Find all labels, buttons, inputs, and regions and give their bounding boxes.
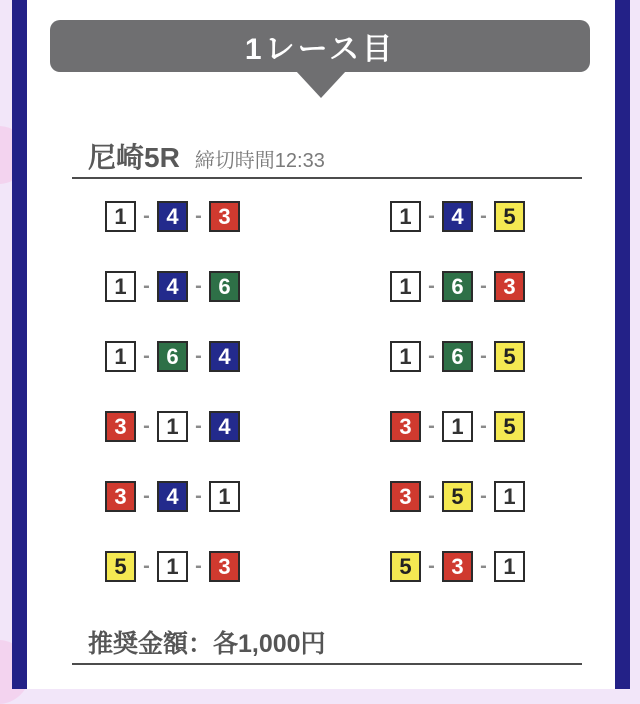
boat-number-box: 6 <box>442 271 473 302</box>
dash-separator: - <box>195 205 202 227</box>
combo-row <box>105 201 240 232</box>
dash-separator: - <box>195 275 202 297</box>
dash-separator: - <box>428 275 435 297</box>
combo-row <box>390 481 525 512</box>
combo-row <box>105 341 240 372</box>
boat-number-box: 3 <box>209 551 240 582</box>
dash-separator: - <box>143 275 150 297</box>
race-header <box>88 136 325 176</box>
combo-row <box>390 341 525 372</box>
boat-number-box: 4 <box>442 201 473 232</box>
combo-row <box>390 411 525 442</box>
boat-number-box: 3 <box>390 481 421 512</box>
dash-separator: - <box>428 555 435 577</box>
dash-separator: - <box>428 485 435 507</box>
boat-number-box: 3 <box>105 481 136 512</box>
dash-separator: - <box>428 415 435 437</box>
recommended-amount: 推奨金額：各1,000円 <box>88 630 326 658</box>
boat-number-box: 5 <box>494 341 525 372</box>
combo-row <box>105 411 240 442</box>
dash-separator: - <box>195 555 202 577</box>
boat-number-box: 1 <box>209 481 240 512</box>
divider-bottom <box>72 663 582 665</box>
dash-separator: - <box>195 345 202 367</box>
boat-number-box: 5 <box>442 481 473 512</box>
boat-number-box: 5 <box>494 201 525 232</box>
boat-number-box: 1 <box>442 411 473 442</box>
dash-separator: - <box>143 415 150 437</box>
combo-row <box>105 481 240 512</box>
dash-separator: - <box>143 555 150 577</box>
boat-number-box: 1 <box>390 271 421 302</box>
boat-number-box: 3 <box>209 201 240 232</box>
boat-number-box: 3 <box>105 411 136 442</box>
dash-separator: - <box>480 275 487 297</box>
boat-number-box: 4 <box>157 481 188 512</box>
combo-column-right <box>390 201 525 582</box>
divider-top <box>72 177 582 179</box>
dash-separator: - <box>480 485 487 507</box>
boat-number-box: 1 <box>157 551 188 582</box>
boat-number-box: 1 <box>105 341 136 372</box>
boat-number-box: 5 <box>390 551 421 582</box>
boat-number-box: 1 <box>157 411 188 442</box>
dash-separator: - <box>143 345 150 367</box>
content-card <box>12 0 630 689</box>
boat-number-box: 4 <box>157 201 188 232</box>
race-deadline: 締切時間12:33 <box>194 150 325 172</box>
boat-number-box: 4 <box>209 341 240 372</box>
dash-separator: - <box>428 345 435 367</box>
boat-number-box: 1 <box>494 481 525 512</box>
boat-number-box: 5 <box>494 411 525 442</box>
combo-row <box>390 551 525 582</box>
boat-number-box: 1 <box>494 551 525 582</box>
race-banner <box>50 20 590 72</box>
dash-separator: - <box>480 555 487 577</box>
boat-number-box: 3 <box>390 411 421 442</box>
dash-separator: - <box>195 415 202 437</box>
dash-separator: - <box>195 485 202 507</box>
banner-pointer-icon <box>296 71 346 98</box>
dash-separator: - <box>143 485 150 507</box>
boat-number-box: 3 <box>494 271 525 302</box>
boat-number-box: 6 <box>157 341 188 372</box>
boat-number-box: 6 <box>442 341 473 372</box>
boat-number-box: 4 <box>209 411 240 442</box>
boat-number-box: 1 <box>390 201 421 232</box>
boat-number-box: 1 <box>105 201 136 232</box>
boat-number-box: 1 <box>105 271 136 302</box>
combo-row <box>105 271 240 302</box>
combo-row <box>390 271 525 302</box>
dash-separator: - <box>480 415 487 437</box>
dash-separator: - <box>143 205 150 227</box>
boat-number-box: 1 <box>390 341 421 372</box>
dash-separator: - <box>428 205 435 227</box>
boat-number-box: 3 <box>442 551 473 582</box>
combo-row <box>105 551 240 582</box>
boat-number-box: 6 <box>209 271 240 302</box>
combo-row <box>390 201 525 232</box>
combo-column-left <box>105 201 240 582</box>
race-banner-label: 1レース目 <box>244 33 396 66</box>
boat-number-box: 5 <box>105 551 136 582</box>
race-title: 尼崎5R <box>88 142 180 173</box>
dash-separator: - <box>480 205 487 227</box>
boat-number-box: 4 <box>157 271 188 302</box>
dash-separator: - <box>480 345 487 367</box>
